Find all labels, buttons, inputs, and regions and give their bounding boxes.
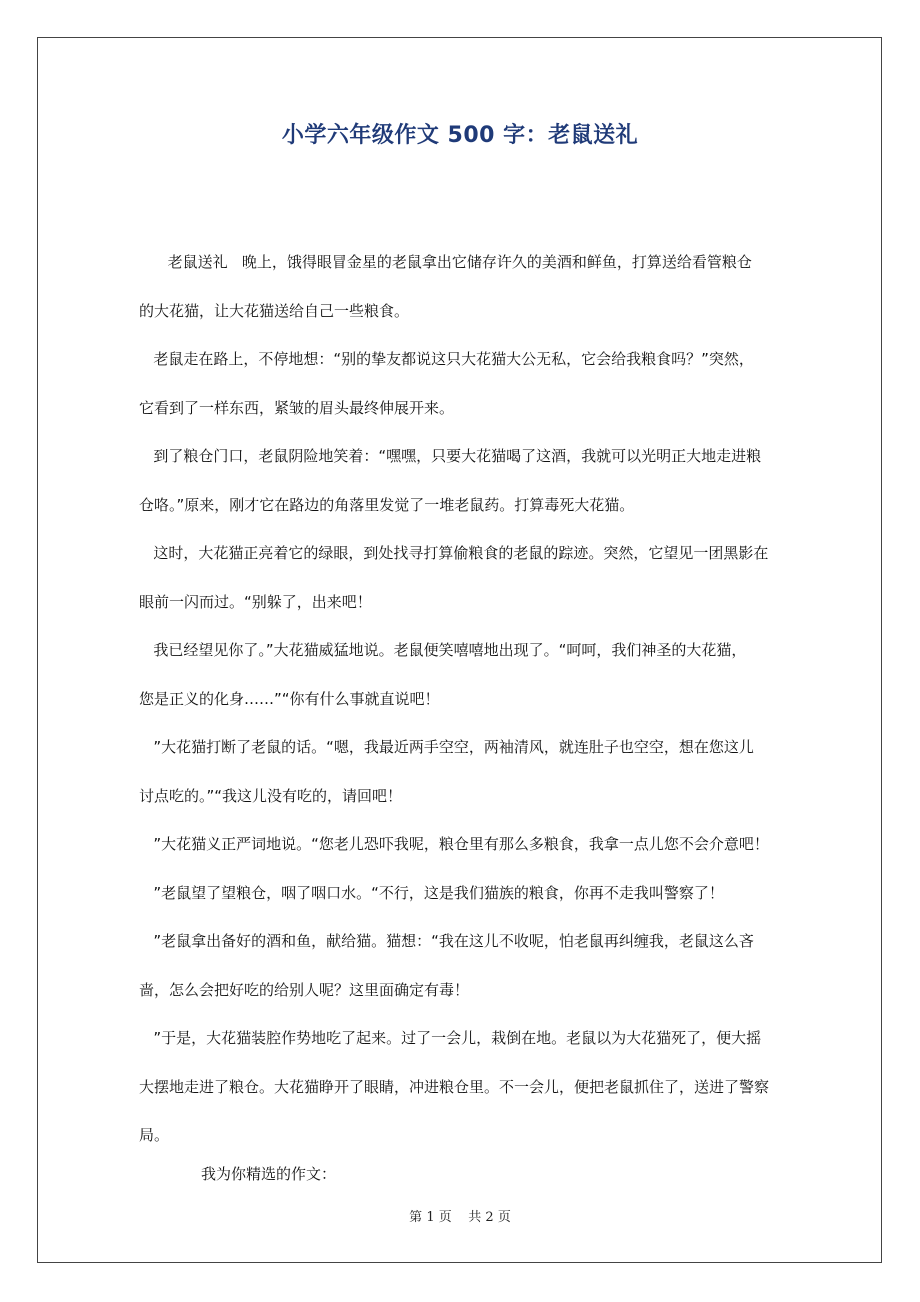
page-suffix: 页 (497, 1210, 511, 1225)
body-line: ”于是，大花猫装腔作势地吃了起来。过了一会儿，栽倒在地。老鼠以为大花猫死了，便大摇 (139, 1029, 762, 1047)
body-line: 到了粮仓门口，老鼠阴险地笑着：“嘿嘿，只要大花猫喝了这酒，我就可以光明正大地走进粮 (139, 447, 762, 465)
body-line: 局。 (139, 1126, 170, 1144)
body-line: 老鼠走在路上，不停地想：“别的挚友都说这只大花猫大公无私，它会给我粮食吗？”突然， (139, 350, 754, 368)
body-line: 大摆地走进了粮仓。大花猫睁开了眼睛，冲进粮仓里。不一会儿，便把老鼠抓住了，送进了警察 (139, 1077, 770, 1096)
body-line: 啬，怎么会把好吃的给别人呢？这里面确定有毒！ (139, 980, 470, 999)
page-mid: 页 共 (438, 1210, 482, 1225)
body-line: 仓咯。”原来，刚才它在路边的角落里发觉了一堆老鼠药。打算毒死大花猫。 (139, 495, 635, 514)
page-footer (0, 1206, 920, 1225)
closing-line: 我为你精选的作文： (201, 1165, 337, 1183)
body-line: ”老鼠望了望粮仓，咽了咽口水。“不行，这是我们猫族的粮食，你再不走我叫警察了！ (139, 883, 724, 902)
page-prefix: 第 (409, 1210, 423, 1225)
body-line: 讨点吃的。”“我这儿没有吃的，请回吧！ (139, 786, 403, 805)
body-line: 我已经望见你了。”大花猫威猛地说。老鼠便笑嘻嘻地出现了。“呵呵，我们神圣的大花猫， (139, 641, 747, 659)
page-current: 1 (426, 1210, 435, 1225)
body-line: 的大花猫，让大花猫送给自己一些粮食。 (139, 301, 410, 320)
body-line: 眼前一闪而过。“别躲了，出来吧！ (139, 592, 372, 611)
body-line: ”大花猫义正严词地说。“您老儿恐吓我呢，粮仓里有那么多粮食，我拿一点儿您不会介意吧！ (139, 835, 769, 853)
document-title: 小学六年级作文 500 字：老鼠送礼 (281, 123, 639, 148)
body-line: ”大花猫打断了老鼠的话。“嗯，我最近两手空空，两袖清风，就连肚子也空空，想在您这儿 (139, 738, 754, 756)
body-line: 这时，大花猫正亮着它的绿眼，到处找寻打算偷粮食的老鼠的踪迹。突然，它望见一团黑影在 (139, 544, 769, 562)
body-line: 老鼠送礼 晚上，饿得眼冒金星的老鼠拿出它储存许久的美酒和鲜鱼，打算送给看管粮仓 (139, 253, 752, 271)
document-body (139, 238, 799, 1160)
body-line: ”老鼠拿出备好的酒和鱼，献给猫。猫想：“我在这儿不收呢，怕老鼠再纠缠我，老鼠这么吝 (139, 932, 754, 950)
body-line: 它看到了一样东西，紧皱的眉头最终伸展开来。 (139, 398, 455, 417)
page-total: 2 (485, 1210, 494, 1225)
body-line: 您是正义的化身……”“你有什么事就直说吧！ (139, 689, 440, 708)
